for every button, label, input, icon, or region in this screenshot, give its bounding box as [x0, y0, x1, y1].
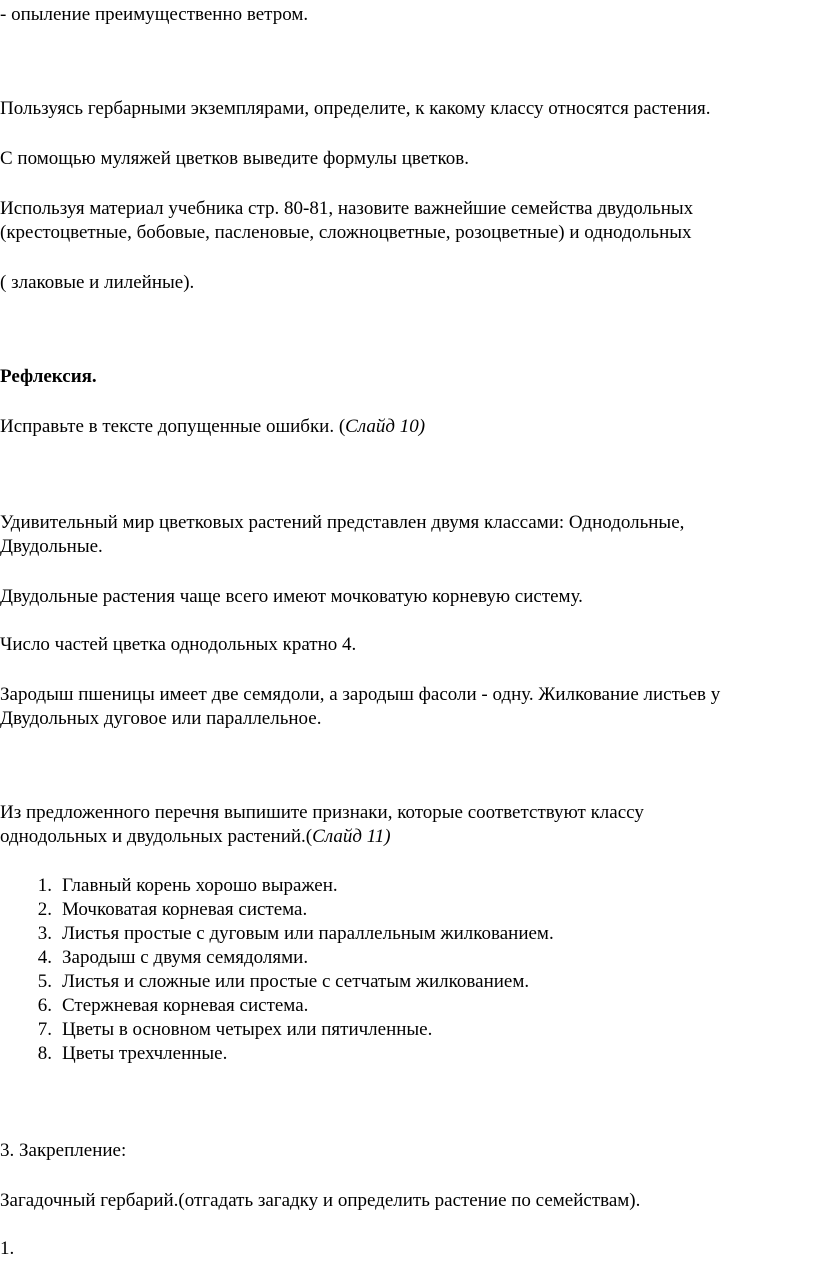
list-item-text: Зародыш с двумя семядолями. [62, 947, 309, 968]
para-choose-text: однодольных и двудольных растений.( [0, 826, 313, 847]
para-choose-line-2 [0, 824, 391, 849]
list-item-number: 2. [37, 899, 52, 920]
fix-errors-text: Исправьте в тексте допущенные ошибки. ( [0, 416, 346, 437]
task-models: С помощью муляжей цветков выведите формулы цветков. [0, 148, 469, 169]
riddle-herbarium: Загадочный гербарий.(отгадать загадку и определить растение по семействам). [0, 1190, 641, 1211]
list-item-number: 6. [37, 995, 52, 1016]
task-herbarium: Пользуясь гербарными экземплярами, определите, к какому классу относятся растения. [0, 98, 711, 119]
list-item-number: 4. [37, 947, 52, 968]
list-item-number: 1. [37, 875, 52, 896]
para-world-line-1: Удивительный мир цветковых растений представлен двумя классами: Однодольные, [0, 512, 685, 533]
heading-reflection: Рефлексия. [0, 366, 97, 387]
para-embryo-line-2: Двудольных дуговое или параллельное. [0, 708, 322, 729]
list-item-number: 7. [37, 1019, 52, 1040]
list-item-text: Листья и сложные или простые с сетчатым жилкованием. [62, 971, 530, 992]
task-textbook-line-2: (крестоцветные, бобовые, пасленовые, сложноцветные, розоцветные) и однодольных [0, 222, 692, 243]
para-choose-line-1: Из предложенного перечня выпишите признаки, которые соответствуют классу [0, 802, 644, 823]
para-dicots-roots: Двудольные растения чаще всего имеют мочковатую корневую систему. [0, 586, 583, 607]
fix-errors-slide-ref: Слайд 10) [345, 416, 426, 437]
task-textbook-line-1: Используя материал учебника стр. 80-81, назовите важнейшие семейства двудольных [0, 198, 694, 219]
list-item-text: Главный корень хорошо выражен. [62, 875, 338, 896]
para-world-line-2: Двудольные. [0, 536, 103, 557]
para-embryo-line-1: Зародыш пшеницы имеет две семядоли, а зародыш фасоли - одну. Жилкование листьев у [0, 684, 721, 705]
para-choose-slide-ref: Слайд 11) [312, 826, 391, 847]
list-item-text: Мочковатая корневая система. [62, 899, 308, 920]
list-item-text: Стержневая корневая система. [62, 995, 309, 1016]
list-item-text: Цветы в основном четырех или пятичленные. [62, 1019, 433, 1040]
riddle-first-number: 1. [0, 1238, 15, 1259]
para-monocot-parts: Число частей цветка однодольных кратно 4. [0, 634, 357, 655]
fix-errors-instruction [0, 414, 425, 439]
list-item-number: 8. [37, 1043, 52, 1064]
list-item-number: 3. [37, 923, 52, 944]
list-item-text: Листья простые с дуговым или параллельным жилкованием. [62, 923, 554, 944]
task-textbook-line-3: ( злаковые и лилейные). [0, 272, 195, 293]
line-pollination: - опыление преимущественно ветром. [0, 4, 309, 25]
list-item-text: Цветы трехчленные. [62, 1043, 228, 1064]
list-item-number: 5. [37, 971, 52, 992]
heading-consolidation: 3. Закрепление: [0, 1140, 127, 1161]
